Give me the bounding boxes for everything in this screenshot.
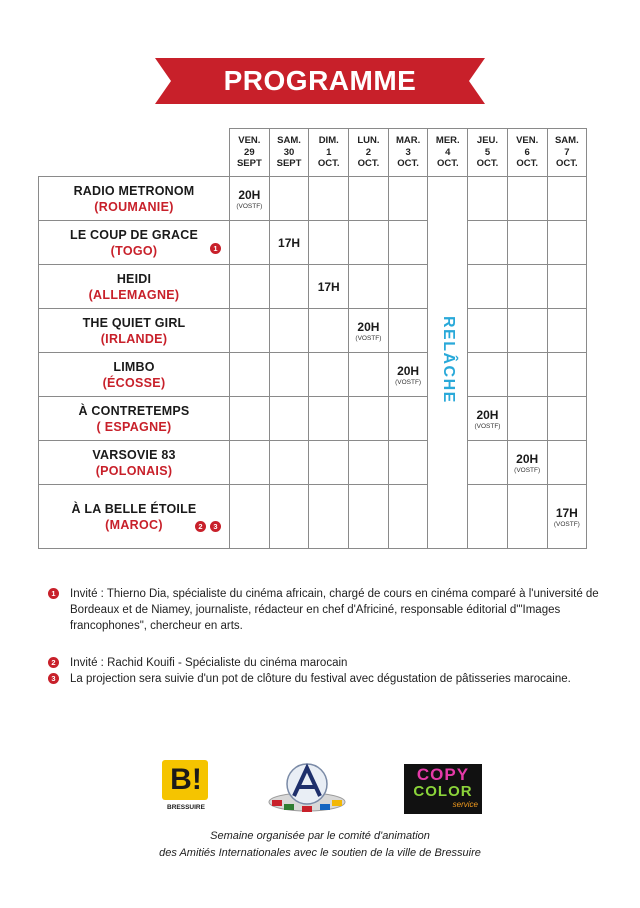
schedule-slot	[507, 353, 547, 397]
table-corner	[39, 129, 230, 177]
screening-time: 20H	[476, 407, 499, 422]
screening-time: 20H	[238, 187, 261, 202]
schedule-slot	[269, 441, 309, 485]
vostf-label: (VOSTF)	[236, 202, 263, 210]
schedule-slot	[230, 177, 270, 221]
footer-line-1: Semaine organisée par le comité d'animation	[210, 830, 430, 842]
day-header-day: DIM.	[318, 135, 339, 147]
table-row	[39, 309, 587, 353]
day-header-day: MAR.	[395, 135, 421, 147]
day-header-day: VEN.	[238, 135, 261, 147]
schedule-slot	[547, 221, 587, 265]
day-header-num: 1	[326, 146, 332, 158]
schedule-slot	[507, 485, 547, 549]
day-header-num: 4	[445, 146, 451, 158]
day-header	[230, 129, 270, 177]
table-row	[39, 353, 587, 397]
vostf-label: (VOSTF)	[514, 466, 541, 474]
day-header-month: OCT.	[317, 158, 340, 170]
schedule-slot	[468, 441, 508, 485]
day-header-num: 6	[524, 146, 530, 158]
bressuire-mark: B!	[170, 763, 202, 796]
schedule-slot	[230, 353, 270, 397]
schedule-slot	[507, 265, 547, 309]
schedule-slot	[269, 309, 309, 353]
screening-time: 20H	[357, 319, 380, 334]
schedule-slot	[269, 397, 309, 441]
day-header-month: OCT.	[436, 158, 459, 170]
day-header-month: OCT.	[397, 158, 419, 170]
relache-cell	[428, 177, 468, 549]
schedule-slot	[309, 353, 349, 397]
programme-banner	[155, 58, 485, 104]
film-title: RADIO METRONOM	[73, 183, 195, 198]
note-badge: 3	[48, 673, 59, 684]
day-header-day: MER.	[435, 135, 460, 147]
schedule-slot	[547, 177, 587, 221]
schedule-slot	[507, 177, 547, 221]
schedule-slot	[349, 309, 389, 353]
film-cell	[39, 309, 230, 353]
film-country: ( ESPAGNE)	[96, 419, 172, 434]
schedule-slot	[349, 441, 389, 485]
film-cell	[39, 353, 230, 397]
note-2	[48, 655, 608, 671]
day-header-month: OCT.	[476, 158, 499, 170]
day-header	[309, 129, 349, 177]
amities-internationales-logo	[266, 758, 348, 818]
schedule-slot	[230, 397, 270, 441]
screening-time: 20H	[516, 451, 539, 466]
schedule-slot	[309, 441, 349, 485]
table-row	[39, 441, 587, 485]
day-header-num: 7	[564, 146, 570, 158]
film-title: VARSOVIE 83	[92, 447, 176, 462]
table-row	[39, 221, 587, 265]
day-header-month: OCT.	[357, 158, 380, 170]
schedule-slot	[468, 397, 508, 441]
day-header-month: OCT.	[516, 158, 538, 170]
film-cell	[39, 485, 230, 549]
vostf-label: (VOSTF)	[355, 334, 382, 342]
bressuire-name: BRESSUIRE	[167, 804, 205, 811]
copy-color-top: COPY	[416, 765, 470, 784]
film-country: (ÉCOSSE)	[102, 375, 166, 390]
schedule-slot	[388, 265, 428, 309]
film-country: (POLONAIS)	[95, 463, 173, 478]
schedule-slot	[507, 441, 547, 485]
footer-credit	[0, 828, 640, 862]
day-header-day: JEU.	[476, 135, 499, 147]
vostf-label: (VOSTF)	[553, 520, 580, 528]
schedule-slot	[547, 441, 587, 485]
table-row	[39, 177, 587, 221]
film-country: (TOGO)	[110, 243, 158, 258]
schedule-slot	[547, 265, 587, 309]
table-row	[39, 485, 587, 549]
day-header	[468, 129, 508, 177]
day-header-day: SAM.	[277, 135, 301, 147]
schedule-slot	[309, 397, 349, 441]
day-header-month: SEPT	[236, 158, 262, 170]
notes-block	[48, 586, 608, 634]
schedule-slot	[349, 177, 389, 221]
schedule-slot	[468, 265, 508, 309]
day-header	[269, 129, 309, 177]
day-header-day: VEN.	[516, 135, 539, 147]
schedule-slot	[388, 485, 428, 549]
film-title: LE COUP DE GRACE	[70, 227, 198, 242]
schedule-slot	[388, 309, 428, 353]
note-text: Invité : Rachid Kouifi - Spécialiste du cinéma marocain	[70, 657, 348, 669]
film-cell	[39, 397, 230, 441]
schedule-slot	[230, 309, 270, 353]
schedule-slot	[309, 221, 349, 265]
film-cell	[39, 221, 230, 265]
schedule-slot	[349, 265, 389, 309]
day-header	[428, 129, 468, 177]
copy-color-sub: service	[452, 800, 478, 809]
schedule-slot	[468, 485, 508, 549]
schedule-slot	[309, 265, 349, 309]
schedule-slot	[309, 177, 349, 221]
film-country: (MAROC)	[105, 517, 163, 532]
film-title: À LA BELLE ÉTOILE	[71, 501, 197, 516]
relache-label: RELÂCHE	[439, 316, 457, 404]
day-header-day: SAM.	[554, 135, 579, 147]
film-cell	[39, 265, 230, 309]
schedule-slot	[230, 441, 270, 485]
film-country: (ALLEMAGNE)	[88, 287, 180, 302]
note-3	[48, 671, 608, 687]
schedule-slot	[507, 221, 547, 265]
copy-color-mid: COLOR	[413, 783, 473, 800]
schedule-slot	[468, 353, 508, 397]
schedule-slot	[468, 309, 508, 353]
day-header-num: 5	[484, 146, 491, 158]
film-cell	[39, 441, 230, 485]
schedule-slot	[230, 485, 270, 549]
note-badge: 1	[48, 588, 59, 599]
day-header	[349, 129, 389, 177]
footnote-badge: 1	[210, 243, 221, 254]
footer-line-2: des Amitiés Internationales avec le soutien de la ville de Bressuire	[159, 847, 481, 859]
day-header	[547, 129, 587, 177]
schedule-slot	[468, 177, 508, 221]
screening-time: 17H	[555, 505, 578, 520]
day-header-num: 29	[244, 146, 255, 158]
page-title: PROGRAMME	[223, 65, 417, 96]
day-header	[388, 129, 428, 177]
schedule-slot	[507, 309, 547, 353]
film-title: THE QUIET GIRL	[82, 315, 186, 330]
footnote-badge: 2	[195, 521, 206, 532]
schedule-slot	[349, 221, 389, 265]
schedule-slot	[507, 397, 547, 441]
schedule-slot	[269, 485, 309, 549]
day-header-num: 2	[365, 146, 372, 158]
note-1	[48, 586, 608, 634]
film-title: HEIDI	[116, 271, 152, 286]
film-country: (IRLANDE)	[100, 331, 168, 346]
schedule-slot	[309, 485, 349, 549]
schedule-slot	[388, 441, 428, 485]
schedule-slot	[230, 221, 270, 265]
schedule-slot	[349, 353, 389, 397]
schedule-slot	[468, 221, 508, 265]
film-title: LIMBO	[113, 359, 155, 374]
schedule-slot	[269, 353, 309, 397]
schedule-slot	[349, 397, 389, 441]
bressuire-logo	[160, 758, 212, 818]
schedule-slot	[230, 265, 270, 309]
table-row	[39, 265, 587, 309]
day-header	[507, 129, 547, 177]
day-header-month: OCT.	[556, 158, 578, 170]
note-text: La projection sera suivie d'un pot de clôture du festival avec dégustation de pâtisseries marocaine.	[70, 673, 571, 685]
schedule-slot	[388, 397, 428, 441]
schedule-slot	[309, 309, 349, 353]
footnote-badge: 3	[210, 521, 221, 532]
screening-time: 20H	[397, 363, 420, 378]
notes-block-2	[48, 655, 608, 687]
day-header-day: LUN.	[357, 135, 380, 147]
vostf-label: (VOSTF)	[474, 422, 501, 430]
schedule-slot	[269, 265, 309, 309]
schedule-slot	[547, 397, 587, 441]
copy-color-logo	[404, 764, 482, 814]
schedule-slot	[269, 177, 309, 221]
schedule-slot	[388, 221, 428, 265]
schedule-slot	[388, 177, 428, 221]
schedule-table	[38, 128, 587, 549]
schedule-slot	[349, 485, 389, 549]
film-title: À CONTRETEMPS	[78, 403, 190, 418]
note-text: Invité : Thierno Dia, spécialiste du cinéma africain, chargé de cours en cinéma comparé à l'université de Bordeaux et de Niamey, journaliste, rédacteur en chef d'Africiné, responsable éditorial d'"Images francophones", chercheur en arts.	[70, 588, 599, 632]
film-country: (ROUMANIE)	[94, 199, 174, 214]
day-header-num: 30	[283, 146, 295, 158]
table-row	[39, 397, 587, 441]
note-badge: 2	[48, 657, 59, 668]
schedule-slot	[269, 221, 309, 265]
film-cell	[39, 177, 230, 221]
screening-time: 17H	[317, 279, 340, 294]
schedule-slot	[547, 309, 587, 353]
screening-time: 17H	[278, 235, 301, 250]
schedule-slot	[547, 485, 587, 549]
schedule-slot	[388, 353, 428, 397]
vostf-label: (VOSTF)	[395, 378, 422, 386]
day-header-month: SEPT	[276, 158, 302, 170]
schedule-slot	[547, 353, 587, 397]
day-header-num: 3	[405, 146, 411, 158]
